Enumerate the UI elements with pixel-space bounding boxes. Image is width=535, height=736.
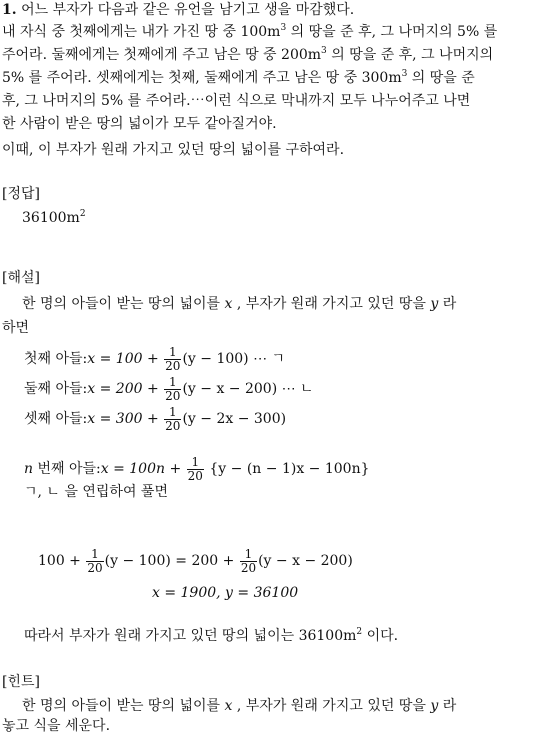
equation-lhs: x = 200 + (87, 381, 159, 397)
equation-3 (24, 402, 286, 436)
fraction (164, 376, 181, 403)
fraction-numerator: 1 (168, 404, 177, 419)
fraction-denominator: 20 (240, 560, 257, 575)
fraction-numerator: 1 (244, 546, 253, 561)
problem-line-7 (2, 140, 344, 160)
equation-lhs: x = 300 + (87, 411, 159, 427)
fraction (187, 456, 204, 483)
equation-label: 첫째 아들: (24, 351, 88, 367)
fraction (164, 346, 181, 373)
superscript: 2 (356, 627, 363, 637)
hint-line-1 (22, 696, 456, 716)
problem-line-5 (2, 91, 470, 111)
math-var: y (430, 296, 439, 312)
fraction-denominator: 20 (87, 560, 103, 575)
combine-text: ㄱ, ㄴ 을 연립하여 풀면 (24, 484, 168, 500)
fraction-numerator: 1 (91, 546, 99, 561)
equation-rhs: (y − 2x − 300) (182, 411, 287, 427)
math-var: y (430, 698, 439, 714)
problem-text: 한 사람이 받은 땅의 넓이가 모두 같아질거야. (2, 116, 277, 132)
equation-label: 번째 아들: (37, 461, 101, 477)
equation-rhs: {y − (n − 1)x − 100n} (209, 461, 370, 477)
problem-line-2 (2, 22, 497, 42)
fraction-denominator: 20 (165, 418, 181, 433)
math-var: x (224, 296, 233, 312)
equation-label: 둘째 아들: (24, 381, 88, 397)
fraction-numerator: 1 (168, 344, 177, 359)
equation-lhs: x = 100 + (87, 351, 159, 367)
result-equation: x = 1900, y = 36100 (152, 585, 299, 601)
conclusion-line (24, 626, 398, 646)
hint-text: , 부자가 원래 가지고 있던 땅을 (236, 698, 426, 714)
fraction (240, 548, 257, 575)
problem-text: 의 땅을 준 (407, 70, 475, 86)
fraction-denominator: 20 (165, 358, 181, 373)
problem-line-1 (2, 0, 354, 20)
math-var: n (24, 461, 34, 477)
equation-label: 셋째 아들: (24, 411, 88, 427)
equation-2 (24, 372, 314, 406)
answer-value (22, 208, 86, 228)
superscript: 3 (280, 23, 287, 33)
solution-text: , 부자가 원래 가지고 있던 땅을 (236, 296, 426, 312)
problem-text: 내 자식 중 첫째에게는 내가 가진 땅 중 100m (2, 24, 281, 40)
problem-text: 의 땅을 준 후, 그 나머지의 5% 를 (286, 24, 498, 40)
problem-number: 1. (2, 2, 17, 18)
conclusion-text: 따라서 부자가 원래 가지고 있던 땅의 넓이는 36100m (24, 628, 357, 644)
fraction-denominator: 20 (187, 468, 203, 483)
equation-rhs: (y − x − 200) ⋯ ㄴ (182, 381, 314, 397)
problem-line-3 (2, 45, 493, 65)
fraction (164, 406, 181, 433)
hint-line-2: 놓고 식을 세운다. (2, 718, 111, 734)
problem-line-4 (2, 68, 475, 88)
problem-text: 어느 부자가 다음과 같은 유언을 남기고 생을 마감했다. (21, 2, 355, 18)
fraction (86, 548, 103, 575)
problem-text: 의 땅을 준 후, 그 나머지의 (326, 47, 494, 63)
problem-text: 이때, 이 부자가 원래 가지고 있던 땅의 넓이를 구하여라. (2, 142, 345, 158)
hint-text: 한 명의 아들이 받는 땅의 넓이를 (22, 698, 221, 714)
solution-intro-line-2: 하면 (2, 320, 30, 336)
fraction-numerator: 1 (191, 454, 200, 469)
equation-lhs: x = 100n + (100, 461, 182, 477)
hint-text: 라 (442, 698, 457, 714)
solution-text: 한 명의 아들이 받는 땅의 넓이를 (22, 296, 221, 312)
solution-text: 라 (442, 296, 457, 312)
problem-text: 5% 를 주어라. 셋째에게는 첫째, 둘째에게 주고 남은 땅 중 300m (2, 70, 402, 86)
superscript: 3 (401, 69, 408, 79)
math-var: x (224, 698, 233, 714)
fraction-numerator: 1 (168, 374, 177, 389)
equation-rhs: (y − x − 200) (258, 553, 353, 569)
answer-label: [정답] (2, 186, 40, 202)
superscript: 3 (321, 46, 327, 56)
equation-mid: (y − 100) = 200 + (104, 553, 235, 569)
equation-rhs: (y − 100) ⋯ ㄱ (182, 351, 286, 367)
answer-text: 36100m (22, 210, 80, 226)
solution-label: [해설] (2, 270, 40, 286)
equation-lhs: 100 + (38, 553, 81, 569)
equation-1 (24, 342, 285, 376)
problem-line-6 (2, 114, 277, 134)
hint-label: [힌트] (2, 674, 40, 690)
problem-text: 주어라. 둘째에게는 첫째에게 주고 남은 땅 중 200m (2, 47, 322, 63)
superscript: 2 (79, 209, 86, 219)
solution-intro-line-1 (22, 294, 456, 314)
equation-n (24, 452, 370, 486)
fraction-denominator: 20 (165, 388, 181, 403)
system-equation (38, 544, 353, 578)
problem-text: 후, 그 나머지의 5% 를 주어라.⋯이런 식으로 막내까지 모두 나누어주고 나면 (2, 93, 471, 109)
conclusion-text: 이다. (362, 628, 399, 644)
